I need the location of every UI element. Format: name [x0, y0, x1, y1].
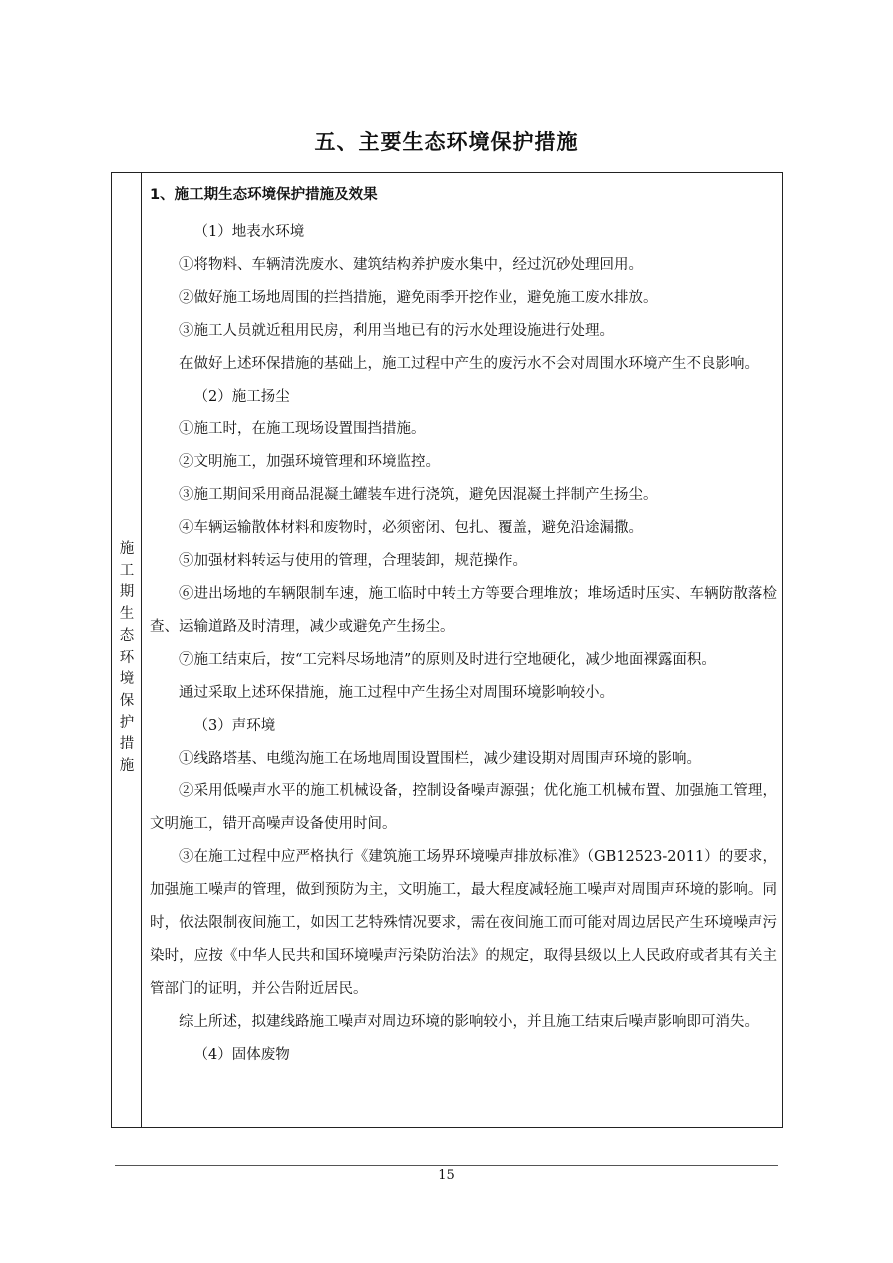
paragraph: 在做好上述环保措施的基础上，施工过程中产生的废污水不会对周围水环境产生不良影响。: [179, 355, 759, 372]
paragraph: ①施工时，在施工现场设置围挡措施。: [179, 421, 426, 438]
paragraph: ③在施工过程中应严格执行《建筑施工场界环境噪声排放标准》（GB12523-2011）的要求，加强施工噪声的管理，做到预防为主，文明施工，最大程度减轻施工噪声对周围声环境的影响。同时，依法限制夜间施工，如因工艺特殊情况要求，需在夜间施工而可能对周边居民产生环境噪声污染时，应按《中华人民共和国环境噪声污染防治法》的规定，取得县级以上人民政府或者其有关主管部门的证明，并公告附近居民。: [150, 849, 777, 997]
paragraph: ②做好施工场地周围的拦挡措施，避免雨季开挖作业，避免施工废水排放。: [179, 289, 658, 306]
paragraph: ③施工期间采用商品混凝土罐装车进行浇筑，避免因混凝土拌制产生扬尘。: [179, 487, 658, 504]
paragraph-list: [150, 216, 777, 1072]
subsection-heading: （3）声环境: [193, 717, 276, 734]
paragraph: ⑦施工结束后，按“工完料尽场地清”的原则及时进行空地硬化，减少地面裸露面积。: [179, 651, 716, 668]
subsection-heading: （2）施工扬尘: [193, 388, 290, 405]
section-heading: 1、施工期生态环境保护措施及效果: [150, 187, 378, 203]
side-column: [112, 173, 142, 1127]
paragraph: ④车辆运输散体材料和废物时，必须密闭、包扎、覆盖，避免沿途漏撒。: [179, 520, 643, 537]
paragraph: 通过采取上述环保措施，施工过程中产生扬尘对周围环境影响较小。: [179, 684, 614, 701]
paragraph: ②文明施工，加强环境管理和环境监控。: [179, 454, 440, 471]
footer-divider: [115, 1165, 778, 1166]
measures-table: [111, 172, 783, 1128]
paragraph: ③施工人员就近租用民房，利用当地已有的污水处理设施进行处理。: [179, 322, 614, 339]
side-label: 施工期生态环境保护措施: [119, 541, 135, 775]
paragraph: ①将物料、车辆清洗废水、建筑结构养护废水集中，经过沉砂处理回用。: [179, 256, 643, 273]
subsection-heading: （1）地表水环境: [193, 224, 305, 240]
content-cell: [142, 173, 782, 1072]
paragraph: ①线路塔基、电缆沟施工在场地周围设置围栏，减少建设期对周围声环境的影响。: [179, 750, 701, 767]
page-title: 五、主要生态环境保护措施: [314, 130, 579, 154]
paragraph: ⑥进出场地的车辆限制车速，施工临时中转土方等要合理堆放；堆场适时压实、车辆防散落检查、运输道路及时清理，减少或避免产生扬尘。: [150, 585, 777, 635]
subsection-heading: （4）固体废物: [193, 1046, 290, 1063]
paragraph: ②采用低噪声水平的施工机械设备，控制设备噪声源强；优化施工机械布置、加强施工管理，文明施工，错开高噪声设备使用时间。: [150, 783, 777, 833]
page-number: 15: [438, 1168, 455, 1183]
paragraph: ⑤加强材料转运与使用的管理，合理装卸，规范操作。: [179, 553, 527, 570]
paragraph: 综上所述，拟建线路施工噪声对周边环境的影响较小，并且施工结束后噪声影响即可消失。: [179, 1013, 759, 1030]
